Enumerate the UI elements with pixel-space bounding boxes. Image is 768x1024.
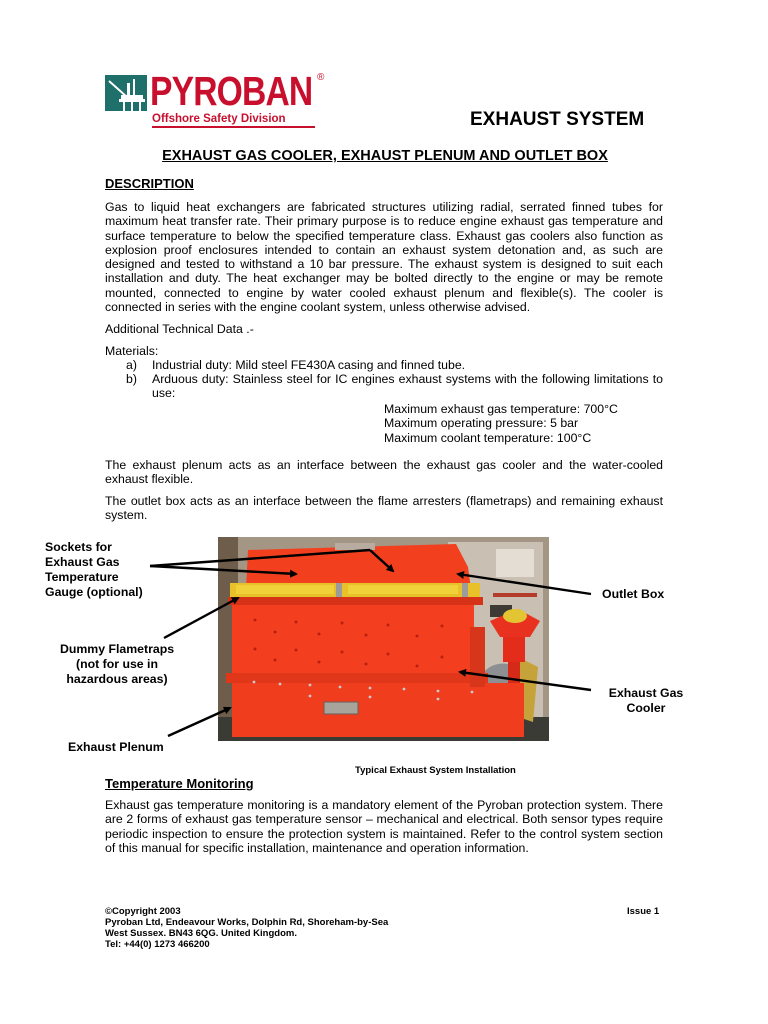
logo-subtitle: Offshore Safety Division bbox=[152, 113, 315, 128]
limitation-exhaust-temp: Maximum exhaust gas temperature: 700°C bbox=[384, 402, 618, 416]
additional-data-label: Additional Technical Data .- bbox=[105, 322, 254, 336]
label-outlet-box: Outlet Box bbox=[602, 587, 665, 601]
temperature-monitoring-paragraph: Exhaust gas temperature monitoring is a mandatory element of the Pyroban protection system. There are 2 forms of exhaust gas temperature sensor – mechanical and electrical. Both sensor types require periodic inspection to ensure the protection system is maintained. Refer to the control system section of this manual for specific installation, maintenance and operation information. bbox=[105, 798, 663, 855]
materials-marker-a: a) bbox=[126, 358, 137, 372]
description-paragraph: Gas to liquid heat exchangers are fabricated structures utilizing radial, serrated finned tubes for maximum heat transfer rate. Their primary purpose is to reduce engine exhaust gas temperature and surface temperature to below the specified temperature class. Exhaust gas coolers also function as explosion proof enclosures intended to contain an exhaust system detonation and, as such are designed and tested to withstand a 10 bar pressure. The exhaust system is designed to suit each installation and duty. The heat exchanger may be bolted directly to the engine or may be remote mounted, connected to engine by water cooled exhaust plenum and flexible(s). The cooler is connected in series with the engine coolant system, unless otherwise advised. bbox=[105, 200, 663, 315]
materials-item-a: Industrial duty: Mild steel FE430A casing and finned tube. bbox=[152, 358, 466, 372]
section-title: EXHAUST SYSTEM bbox=[470, 109, 645, 130]
logo-wordmark: PYROBAN bbox=[150, 68, 313, 114]
footer-address bbox=[105, 906, 388, 950]
limitation-pressure: Maximum operating pressure: 5 bar bbox=[384, 416, 579, 430]
footer-region: West Sussex. BN43 6QG. United Kingdom. bbox=[105, 928, 297, 939]
registered-mark: ® bbox=[317, 72, 325, 83]
label-dummy-line2: (not for use in bbox=[76, 657, 158, 671]
footer-phone: Tel: +44(0) 1273 466200 bbox=[105, 939, 210, 950]
figure-caption: Typical Exhaust System Installation bbox=[355, 765, 516, 776]
label-sockets-line2: Exhaust Gas bbox=[45, 555, 120, 569]
outlet-paragraph: The outlet box acts as an interface between the flame arresters (flametraps) and remaining exhaust system. bbox=[105, 494, 663, 523]
label-cooler-line2: Cooler bbox=[626, 701, 666, 715]
document-title-text: EXHAUST GAS COOLER, EXHAUST PLENUM AND OUTLET BOX bbox=[162, 148, 608, 164]
label-dummy-line3: hazardous areas) bbox=[66, 672, 168, 686]
label-sockets-line4: Gauge (optional) bbox=[45, 585, 143, 599]
issue-number: Issue 1 bbox=[627, 906, 660, 917]
description-heading: DESCRIPTION bbox=[105, 176, 194, 191]
footer-company: Pyroban Ltd, Endeavour Works, Dolphin Rd, Shoreham-by-Sea bbox=[105, 917, 389, 928]
label-sockets bbox=[45, 540, 143, 600]
label-sockets-line1: Sockets for bbox=[45, 540, 112, 554]
label-exhaust-plenum: Exhaust Plenum bbox=[68, 740, 164, 754]
materials-label: Materials: bbox=[105, 344, 159, 358]
materials-item-b: Arduous duty: Stainless steel for IC engines exhaust systems with the following limitations to use: bbox=[152, 372, 663, 401]
materials-marker-b: b) bbox=[126, 372, 137, 386]
label-dummy-flametraps bbox=[40, 642, 194, 687]
label-cooler-line1: Exhaust Gas bbox=[608, 686, 684, 700]
footer-copyright: ©Copyright 2003 bbox=[105, 906, 181, 917]
plenum-paragraph: The exhaust plenum acts as an interface between the exhaust gas cooler and the water-cooled exhaust flexible. bbox=[105, 458, 663, 487]
label-sockets-line3: Temperature bbox=[45, 570, 119, 584]
label-dummy-line1: Dummy Flametraps bbox=[59, 642, 175, 656]
temperature-monitoring-heading: Temperature Monitoring bbox=[105, 776, 254, 791]
label-exhaust-gas-cooler bbox=[598, 686, 694, 716]
limitation-coolant-temp: Maximum coolant temperature: 100°C bbox=[384, 431, 592, 445]
